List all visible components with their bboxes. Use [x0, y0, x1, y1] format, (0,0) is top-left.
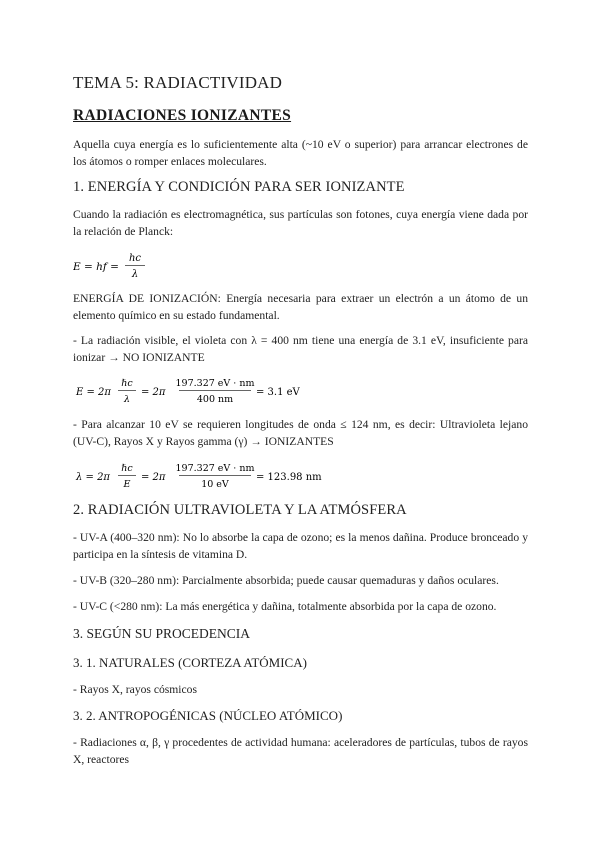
eq3-rhs: = 123.98 nm [256, 472, 322, 483]
heading-radiacion-ultravioleta: 2. RADIACIÓN ULTRAVIOLETA Y LA ATMÓSFERA [73, 502, 407, 518]
eq3-lhs: λ = 2π [76, 472, 111, 483]
eq2-lhs: E = 2π [76, 387, 111, 398]
heading-energia-condicion: 1. ENERGÍA Y CONDICIÓN PARA SER IONIZANTE [73, 179, 405, 195]
visible-radiation-paragraph: - La radiación visible, el violeta con λ = 400 nm tiene una energía de 3.1 eV, insuficiente para ionizar → NO IONIZANTE [73, 334, 528, 364]
equation-wavelength-svg [73, 459, 333, 493]
eq3-f2-den: 10 eV [201, 479, 229, 490]
eq1-num: hc [128, 253, 142, 264]
eq3-mid: = 2π [141, 472, 166, 483]
ionization-energy-paragraph: ENERGÍA DE IONIZACIÓN: Energía necesaria para extraer un electrón a un átomo de un elemento químico en su estado fundamental. [73, 292, 528, 322]
equation-planck-svg [73, 250, 193, 282]
naturales-paragraph: - Rayos X, rayos cósmicos [73, 683, 197, 696]
eq2-f2-den: 400 nm [196, 394, 234, 405]
eq2-f1-den: λ [123, 394, 131, 405]
eq3-f2-num: 197.327 eV · nm [175, 463, 255, 474]
equation-violet-energy [73, 374, 333, 408]
uvc-paragraph: - UV-C (<280 nm): La más energética y dañina, totalmente absorbida por la capa de ozono. [73, 600, 497, 613]
ionizing-wavelengths-paragraph: - Para alcanzar 10 eV se requieren longitudes de onda ≤ 124 nm, es decir: Ultravioleta lejano (UV-C), Rayos X y Rayos gamma (γ) → IONIZANTES [73, 418, 528, 448]
eq1-den: λ [131, 269, 139, 280]
eq1-lhs: E = hf = [73, 261, 119, 273]
eq2-mid: = 2π [141, 387, 166, 398]
equation-violet-energy-svg [73, 374, 333, 408]
eq2-rhs: = 3.1 eV [256, 387, 300, 398]
eq2-f1-num: ℏc [121, 378, 133, 389]
section-heading-radiaciones-ionizantes: RADIACIONES IONIZANTES [73, 107, 292, 124]
eq3-f1-num: ℏc [121, 463, 133, 474]
subheading-naturales: 3. 1. NATURALES (CORTEZA ATÓMICA) [73, 655, 307, 670]
uva-paragraph: - UV-A (400–320 nm): No lo absorbe la capa de ozono; es la menos dañina. Produce bronceado y participa en la síntesis de vitamina D. [73, 531, 528, 561]
equation-planck [73, 250, 193, 282]
subheading-antropogenicas: 3. 2. ANTROPOGÉNICAS (NÚCLEO ATÓMICO) [73, 708, 343, 723]
intro-paragraph: Aquella cuya energía es lo suficientemente alta (~10 eV o superior) para arrancar electrones de los átomos o romper enlaces moleculares. [73, 138, 528, 168]
page-title: TEMA 5: RADIACTIVIDAD [73, 73, 283, 92]
heading-segun-procedencia: 3. SEGÚN SU PROCEDENCIA [73, 626, 251, 641]
eq3-f1-den: E [123, 479, 131, 490]
equation-wavelength [73, 459, 333, 493]
planck-paragraph: Cuando la radiación es electromagnética, sus partículas son fotones, cuya energía viene dada por la relación de Planck: [73, 208, 528, 238]
antropogenicas-paragraph: - Radiaciones α, β, γ procedentes de actividad humana: aceleradores de partículas, tubos de rayos X, reactores [73, 736, 528, 766]
uvb-paragraph: - UV-B (320–280 nm): Parcialmente absorbida; puede causar quemaduras y daños oculares. [73, 574, 499, 587]
eq2-f2-num: 197.327 eV · nm [175, 378, 255, 389]
